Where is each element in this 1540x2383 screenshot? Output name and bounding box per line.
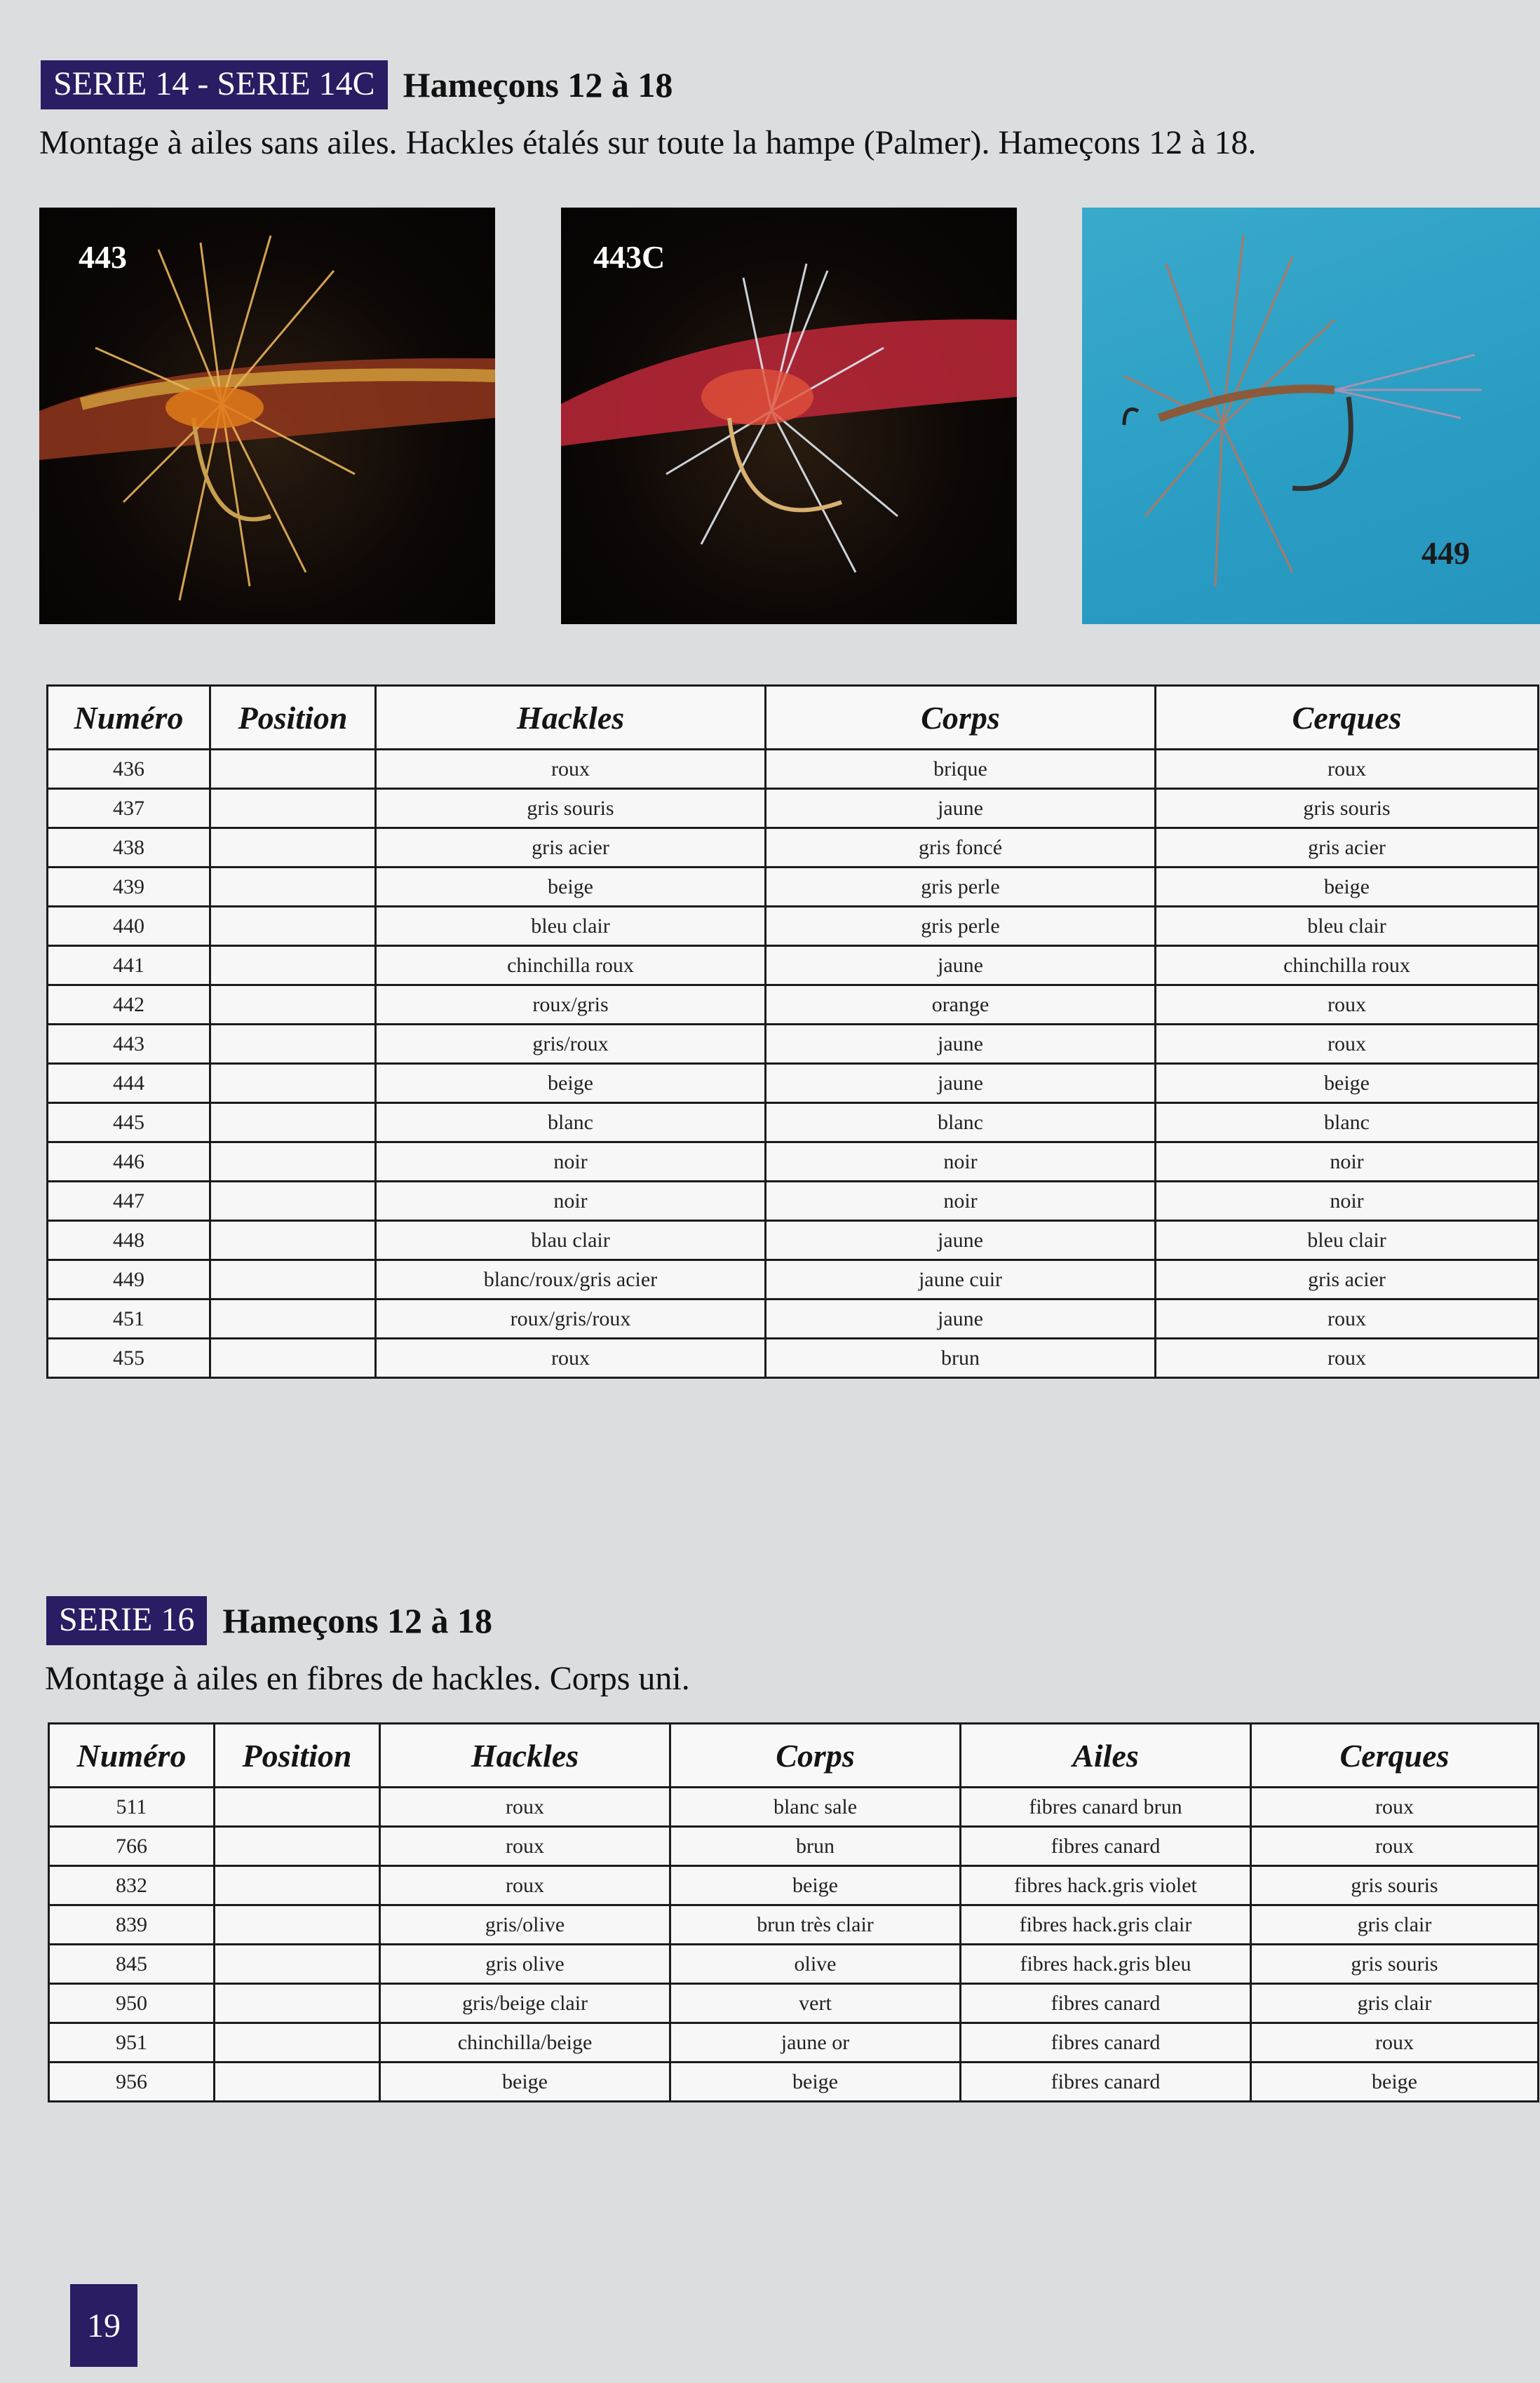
table-cell: beige — [670, 2063, 961, 2102]
table-cell: 448 — [48, 1221, 210, 1260]
column-header: Corps — [670, 1724, 961, 1788]
table-cell: 766 — [49, 1827, 215, 1866]
table-cell: 956 — [49, 2063, 215, 2102]
table-cell: roux — [376, 1339, 766, 1378]
table-cell: beige — [376, 1064, 766, 1103]
table-cell — [210, 907, 376, 946]
table-cell — [210, 828, 376, 868]
table-cell — [210, 1221, 376, 1260]
table-cell: gris clair — [1251, 1984, 1539, 2023]
table-cell: vert — [670, 1984, 961, 2023]
table-cell: gris souris — [1156, 789, 1539, 828]
serie14-hooks: Hameçons 12 à 18 — [403, 65, 673, 104]
table-cell: 442 — [48, 985, 210, 1025]
table-cell: 444 — [48, 1064, 210, 1103]
table-header-row — [48, 686, 1539, 750]
table-cell: blau clair — [376, 1221, 766, 1260]
table-cell: gris olive — [380, 1945, 670, 1984]
table-cell — [210, 1142, 376, 1182]
table-cell: blanc — [766, 1103, 1156, 1142]
table-cell: gris perle — [766, 907, 1156, 946]
table-cell: 455 — [48, 1339, 210, 1378]
table-cell: noir — [766, 1142, 1156, 1182]
table-row — [49, 1984, 1539, 2023]
table-cell: gris souris — [1251, 1945, 1539, 1984]
table-header-row — [49, 1724, 1539, 1788]
table-cell: brun — [766, 1339, 1156, 1378]
table-cell — [210, 1182, 376, 1221]
table-cell: roux — [1156, 1299, 1539, 1339]
table-cell: brique — [766, 750, 1156, 789]
table-cell: fibres hack.gris bleu — [961, 1945, 1251, 1984]
table-cell: beige — [670, 1866, 961, 1905]
table-cell: 511 — [49, 1788, 215, 1827]
table-cell: jaune — [766, 1299, 1156, 1339]
table-cell: fibres canard — [961, 1827, 1251, 1866]
table-cell: jaune or — [670, 2023, 961, 2063]
table-cell — [215, 1788, 380, 1827]
table-cell: blanc — [1156, 1103, 1539, 1142]
table-cell: gris foncé — [766, 828, 1156, 868]
column-header: Ailes — [961, 1724, 1251, 1788]
table-row — [48, 828, 1539, 868]
table-cell — [210, 1260, 376, 1299]
table-row — [48, 946, 1539, 985]
table-cell: gris/olive — [380, 1905, 670, 1945]
table-cell: 436 — [48, 750, 210, 789]
table-cell — [210, 868, 376, 907]
table-cell — [210, 985, 376, 1025]
column-header: Corps — [766, 686, 1156, 750]
table-row — [48, 1221, 1539, 1260]
table-cell: bleu clair — [1156, 907, 1539, 946]
table-row — [49, 2063, 1539, 2102]
table-cell: jaune — [766, 1025, 1156, 1064]
table-cell: roux — [380, 1788, 670, 1827]
table-cell — [210, 1025, 376, 1064]
table-cell: beige — [376, 868, 766, 907]
serie16-table — [48, 1722, 1539, 2102]
table-cell: blanc sale — [670, 1788, 961, 1827]
table-cell: blanc/roux/gris acier — [376, 1260, 766, 1299]
table-cell: roux — [1156, 1025, 1539, 1064]
photo-label-443c: 443C — [593, 239, 666, 275]
table-row — [48, 1182, 1539, 1221]
photo-label-449: 449 — [1421, 535, 1470, 571]
table-cell: roux/gris/roux — [376, 1299, 766, 1339]
column-header: Cerques — [1156, 686, 1539, 750]
table-cell — [215, 2063, 380, 2102]
table-cell: 449 — [48, 1260, 210, 1299]
table-cell: gris souris — [376, 789, 766, 828]
table-row — [49, 1945, 1539, 1984]
table-cell: 845 — [49, 1945, 215, 1984]
table-cell — [210, 1064, 376, 1103]
table-row — [48, 1025, 1539, 1064]
serie16-badge: SERIE 16 — [46, 1596, 207, 1645]
table-cell: 441 — [48, 946, 210, 985]
table-row — [49, 1827, 1539, 1866]
table-cell: orange — [766, 985, 1156, 1025]
fly-photo-443c — [561, 208, 1017, 624]
table-cell — [215, 2023, 380, 2063]
table-cell: beige — [1251, 2063, 1539, 2102]
fly-photo-icon — [1082, 208, 1540, 624]
table-cell: roux — [1251, 2023, 1539, 2063]
table-cell: roux — [1156, 985, 1539, 1025]
table-cell: bleu clair — [1156, 1221, 1539, 1260]
table-cell: brun — [670, 1827, 961, 1866]
column-header: Numéro — [48, 686, 210, 750]
table-cell — [210, 1339, 376, 1378]
serie14-badge: SERIE 14 - SERIE 14C — [41, 60, 388, 109]
table-cell: 438 — [48, 828, 210, 868]
table-cell: chinchilla/beige — [380, 2023, 670, 2063]
serie16-hooks: Hameçons 12 à 18 — [222, 1601, 493, 1640]
table-cell: roux — [1156, 750, 1539, 789]
table-cell: olive — [670, 1945, 961, 1984]
serie14-description: Montage à ailes sans ailes. Hackles étalés sur toute la hampe (Palmer). Hameçons 12 à 18. — [39, 124, 1257, 161]
fly-photo-443 — [39, 208, 495, 624]
table-cell — [210, 946, 376, 985]
table-cell — [215, 1945, 380, 1984]
column-header: Position — [210, 686, 376, 750]
column-header: Numéro — [49, 1724, 215, 1788]
table-cell: fibres hack.gris clair — [961, 1905, 1251, 1945]
table-cell: 446 — [48, 1142, 210, 1182]
table-cell: roux — [1156, 1339, 1539, 1378]
table-cell: noir — [1156, 1142, 1539, 1182]
table-cell: beige — [1156, 868, 1539, 907]
table-cell: 439 — [48, 868, 210, 907]
table-row — [49, 2023, 1539, 2063]
table-cell: beige — [1156, 1064, 1539, 1103]
page-number: 19 — [70, 2284, 137, 2367]
table-cell: fibres canard brun — [961, 1788, 1251, 1827]
table-cell: 437 — [48, 789, 210, 828]
table-cell: blanc — [376, 1103, 766, 1142]
table-cell: jaune — [766, 1064, 1156, 1103]
table-cell: 447 — [48, 1182, 210, 1221]
table-cell: 445 — [48, 1103, 210, 1142]
table-cell: gris/roux — [376, 1025, 766, 1064]
table-cell: 440 — [48, 907, 210, 946]
column-header: Hackles — [380, 1724, 670, 1788]
table-row — [48, 750, 1539, 789]
table-cell: chinchilla roux — [1156, 946, 1539, 985]
table-cell: gris acier — [1156, 828, 1539, 868]
table-cell: gris clair — [1251, 1905, 1539, 1945]
table-cell: roux — [1251, 1827, 1539, 1866]
table-cell: roux — [380, 1827, 670, 1866]
fly-photo-449 — [1082, 208, 1540, 624]
table-cell: fibres canard — [961, 2063, 1251, 2102]
column-header: Cerques — [1251, 1724, 1539, 1788]
table-cell: noir — [1156, 1182, 1539, 1221]
table-cell: 951 — [49, 2023, 215, 2063]
table-cell: noir — [376, 1142, 766, 1182]
column-header: Position — [215, 1724, 380, 1788]
table-cell: jaune — [766, 946, 1156, 985]
table-cell: brun très clair — [670, 1905, 961, 1945]
table-cell: gris acier — [1156, 1260, 1539, 1299]
table-row — [48, 1299, 1539, 1339]
table-cell: 832 — [49, 1866, 215, 1905]
table-cell: 950 — [49, 1984, 215, 2023]
table-cell — [210, 1103, 376, 1142]
table-cell: roux/gris — [376, 985, 766, 1025]
table-cell: gris/beige clair — [380, 1984, 670, 2023]
table-cell — [210, 789, 376, 828]
table-row — [48, 985, 1539, 1025]
table-cell: jaune cuir — [766, 1260, 1156, 1299]
table-cell: gris souris — [1251, 1866, 1539, 1905]
table-cell — [215, 1984, 380, 2023]
serie14-heading — [41, 60, 673, 109]
column-header: Hackles — [376, 686, 766, 750]
table-row — [48, 1103, 1539, 1142]
table-cell — [215, 1866, 380, 1905]
table-cell: 451 — [48, 1299, 210, 1339]
table-cell: 443 — [48, 1025, 210, 1064]
table-row — [49, 1866, 1539, 1905]
serie16-heading — [46, 1596, 492, 1645]
table-cell: chinchilla roux — [376, 946, 766, 985]
photo-label-443: 443 — [79, 239, 127, 275]
table-cell: roux — [1251, 1788, 1539, 1827]
table-cell — [210, 750, 376, 789]
table-row — [48, 868, 1539, 907]
table-row — [48, 1142, 1539, 1182]
table-cell: gris perle — [766, 868, 1156, 907]
table-cell: jaune — [766, 789, 1156, 828]
table-cell: roux — [376, 750, 766, 789]
table-cell: fibres canard — [961, 1984, 1251, 2023]
table-row — [48, 1260, 1539, 1299]
table-row — [48, 1064, 1539, 1103]
table-cell — [215, 1827, 380, 1866]
table-cell: noir — [376, 1182, 766, 1221]
table-cell: fibres canard — [961, 2023, 1251, 2063]
serie14-table — [46, 684, 1539, 1379]
table-cell: noir — [766, 1182, 1156, 1221]
table-row — [48, 907, 1539, 946]
table-cell: jaune — [766, 1221, 1156, 1260]
table-cell — [210, 1299, 376, 1339]
table-row — [48, 789, 1539, 828]
table-row — [49, 1905, 1539, 1945]
table-cell: roux — [380, 1866, 670, 1905]
table-row — [48, 1339, 1539, 1378]
table-cell: fibres hack.gris violet — [961, 1866, 1251, 1905]
table-cell: beige — [380, 2063, 670, 2102]
table-cell: bleu clair — [376, 907, 766, 946]
table-cell: gris acier — [376, 828, 766, 868]
serie16-description: Montage à ailes en fibres de hackles. Corps uni. — [45, 1660, 690, 1697]
table-cell — [215, 1905, 380, 1945]
table-cell: 839 — [49, 1905, 215, 1945]
table-row — [49, 1788, 1539, 1827]
